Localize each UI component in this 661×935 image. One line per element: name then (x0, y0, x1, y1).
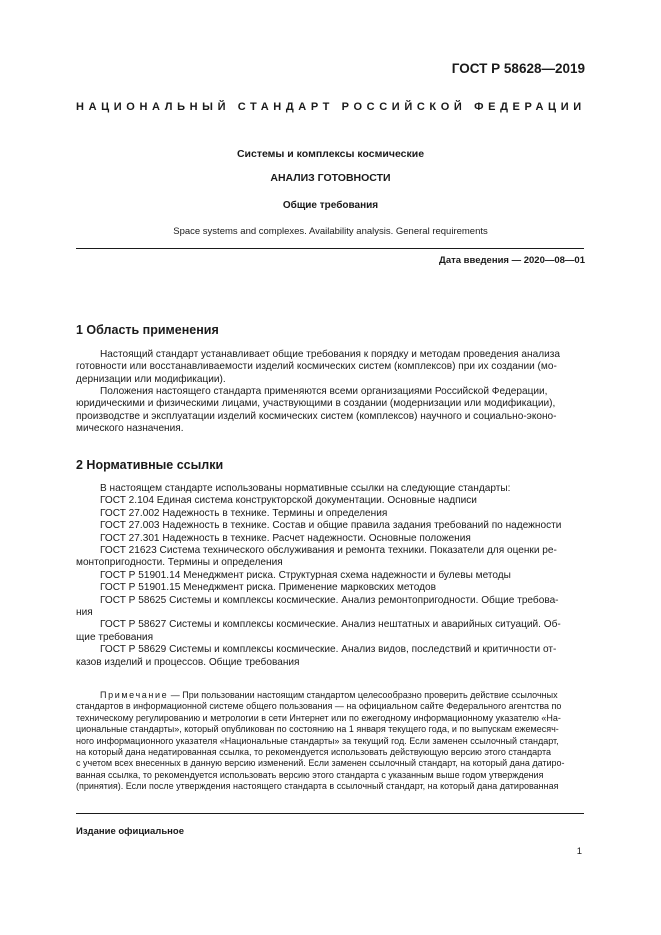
text-line-content: Положения настоящего стандарта применяются всеми организациями Российской Федерации, (100, 386, 548, 397)
reference-line: ния (76, 607, 93, 619)
note-first-text: — При пользовании настоящим стандартом целесообразно проверить действие ссылочных (168, 690, 558, 700)
text-line: готовности или восстанавливаемости изделий космических систем (комплексов) при их создании (мо- (76, 361, 557, 373)
title-main: АНАЛИЗ ГОТОВНОСТИ (270, 172, 391, 184)
note-line: (принятия). Если после утверждения настоящего стандарта в ссылочный стандарт, на который дана датированная (76, 781, 559, 792)
text-line: мического назначения. (76, 423, 184, 435)
reference-line: монтопригодности. Термины и определения (76, 557, 283, 569)
note-label: Примечание (100, 690, 169, 700)
date-of-introduction: Дата введения — 2020—08—01 (439, 255, 585, 266)
note-line: ванная ссылка, то рекомендуется использовать версию этого стандарта с указанным выше годом утверждения (76, 769, 544, 780)
text-line (76, 386, 584, 398)
standard-code: ГОСТ Р 58628—2019 (451, 61, 585, 76)
note-line: циональные стандарты», который опубликован по состоянию на 1 января текущего года, и по выпускам ежемесяч- (76, 724, 559, 735)
national-standard-banner: НАЦИОНАЛЬНЫЙ СТАНДАРТ РОССИЙСКОЙ ФЕДЕРАЦИИ (76, 101, 586, 113)
note-line: на который дана недатированная ссылка, то рекомендуется использовать действующую версию этого стандарта (76, 747, 551, 758)
title-subtitle: Общие требования (282, 200, 379, 211)
page-number: 1 (576, 846, 582, 857)
official-edition-label: Издание официальное (76, 826, 184, 837)
text-line: дернизации или модификации). (76, 373, 226, 385)
reference-line: ГОСТ Р 58629 Системы и комплексы космические. Анализ видов, последствий и критичности от- (100, 644, 557, 656)
reference-line: ГОСТ 27.003 Надежность в технике. Состав и общие правила задания требований по надежности (100, 520, 562, 532)
text-line: производстве и эксплуатации изделий космических систем (комплексов) научного и социально-эконо- (76, 410, 557, 422)
reference-line: ГОСТ 27.301 Надежность в технике. Расчет надежности. Основные положения (100, 532, 471, 544)
reference-line: ГОСТ 21623 Система технического обслуживания и ремонта техники. Показатели для оценки ре- (100, 545, 557, 557)
note-line: с учетом всех внесенных в данную версию изменений. Если заменен ссылочный стандарт, на который дана датиро- (76, 758, 565, 769)
reference-line: ГОСТ Р 58625 Системы и комплексы космические. Анализ ремонтопригодности. Общие требова- (100, 594, 559, 606)
reference-line: В настоящем стандарте использованы нормативные ссылки на следующие стандарты: (100, 483, 511, 494)
footer-divider (76, 813, 584, 814)
reference-line: щие требования (76, 631, 154, 643)
reference-line: ГОСТ Р 58627 Системы и комплексы космические. Анализ нештатных и аварийных ситуаций. Об- (100, 619, 561, 631)
section-2-references (76, 483, 584, 669)
reference-line: ГОСТ Р 51901.15 Менеджмент риска. Применение марковских методов (100, 582, 436, 594)
reference-line: ГОСТ 2.104 Единая система конструкторской документации. Основные надписи (100, 495, 477, 507)
reference-line: ГОСТ Р 51901.14 Менеджмент риска. Структурная схема надежности и булевы методы (100, 569, 511, 581)
text-line-content: Настоящий стандарт устанавливает общие требования к порядку и методам проведения анализа (100, 349, 560, 360)
note-first-line (76, 690, 584, 701)
note-line: стандартов в информационной системе общего пользования — на официальном сайте Федерального агентства по (76, 701, 562, 712)
text-line: юридическими и физическими лицами, участвующими в создании (модернизации или модификации), (76, 398, 556, 410)
title-line-1: Системы и комплексы космические (236, 148, 425, 160)
reference-line: казов изделий и процессов. Общие требования (76, 656, 300, 668)
note-line: техническому регулированию и метрологии в сети Интернет или по ежегодному информационному указателю «На- (76, 712, 561, 723)
text-line (76, 349, 584, 361)
note-line: ного информационного указателя «Национальные стандарты» за текущий год. Если заменен ссылочный стандарт, (76, 735, 559, 746)
section-2-heading: 2 Нормативные ссылки (76, 458, 224, 472)
section-1-paragraph-2-lines (76, 386, 584, 436)
title-english: Space systems and complexes. Availability analysis. General requirements (173, 226, 488, 237)
top-divider (76, 248, 584, 249)
section-1-heading: 1 Область применения (76, 323, 219, 337)
note-block (76, 690, 584, 793)
section-1-paragraph-1-lines (76, 349, 584, 386)
reference-line: ГОСТ 27.002 Надежность в технике. Термины и определения (100, 507, 388, 519)
